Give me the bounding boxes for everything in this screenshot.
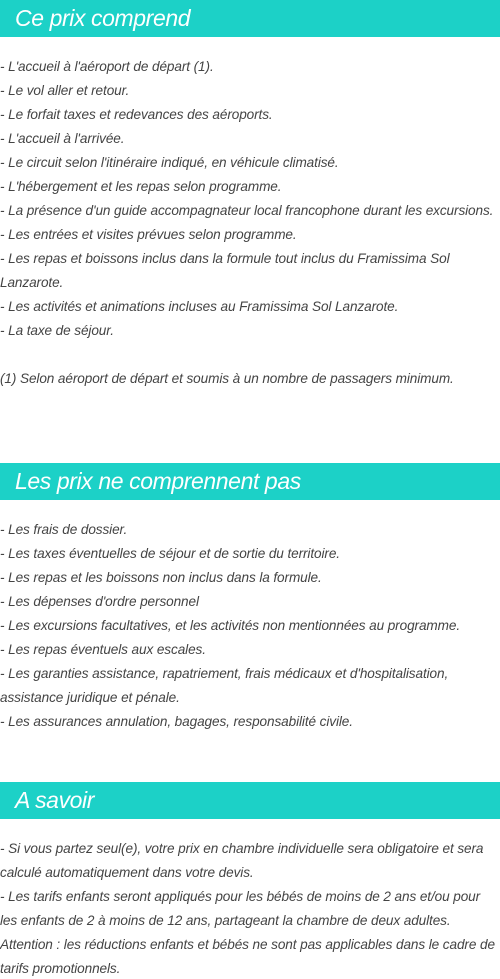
list-item: - Les taxes éventuelles de séjour et de sortie du territoire.	[0, 546, 340, 561]
list-item: - La taxe de séjour.	[0, 323, 114, 338]
list-item: - Les assurances annulation, bagages, responsabilité civile.	[0, 714, 353, 729]
section-title: Les prix ne comprennent pas	[0, 463, 500, 500]
section-body	[0, 819, 500, 979]
list-item: - Les repas éventuels aux escales.	[0, 642, 206, 657]
section-price-includes	[0, 0, 500, 391]
section-title: A savoir	[0, 782, 500, 819]
section-body	[0, 500, 500, 734]
list-item: - Le forfait taxes et redevances des aéroports.	[0, 107, 273, 122]
list-item: - Les entrées et visites prévues selon programme.	[0, 227, 297, 242]
section-title: Ce prix comprend	[0, 0, 500, 37]
footnote: (1) Selon aéroport de départ et soumis à un nombre de passagers minimum.	[0, 371, 454, 386]
list-item: - Si vous partez seul(e), votre prix en chambre individuelle sera obligatoire et sera calculé automatiquement dans votre devis.	[0, 841, 484, 880]
section-body	[0, 37, 500, 391]
list-item: - L'accueil à l'arrivée.	[0, 131, 125, 146]
list-item: - Les activités et animations incluses au Framissima Sol Lanzarote.	[0, 299, 399, 314]
list-item: - Les dépenses d'ordre personnel	[0, 594, 199, 609]
list-item: - Les frais de dossier.	[0, 522, 128, 537]
list-item: - Les tarifs enfants seront appliqués pour les bébés de moins de 2 ans et/ou pour les enfants de 2 à moins de 12 ans, partageant la chambre de deux adultes.	[0, 889, 481, 928]
section-good-to-know	[0, 782, 500, 979]
list-item: - L'hébergement et les repas selon programme.	[0, 179, 282, 194]
list-item: - Les garanties assistance, rapatriement, frais médicaux et d'hospitalisation, assistance juridique et pénale.	[0, 666, 449, 705]
list-item: Attention : les réductions enfants et bébés ne sont pas applicables dans le cadre de tarifs promotionnels.	[0, 937, 495, 976]
list-item: - Le circuit selon l'itinéraire indiqué, en véhicule climatisé.	[0, 155, 339, 170]
list-item: - L'accueil à l'aéroport de départ (1).	[0, 59, 214, 74]
section-price-excludes	[0, 463, 500, 734]
list-item: - Les repas et boissons inclus dans la formule tout inclus du Framissima Sol Lanzarote.	[0, 251, 450, 290]
list-item: - Les repas et les boissons non inclus dans la formule.	[0, 570, 322, 585]
list-item: - La présence d'un guide accompagnateur local francophone durant les excursions.	[0, 203, 494, 218]
list-item: - Les excursions facultatives, et les activités non mentionnées au programme.	[0, 618, 461, 633]
list-item: - Le vol aller et retour.	[0, 83, 130, 98]
